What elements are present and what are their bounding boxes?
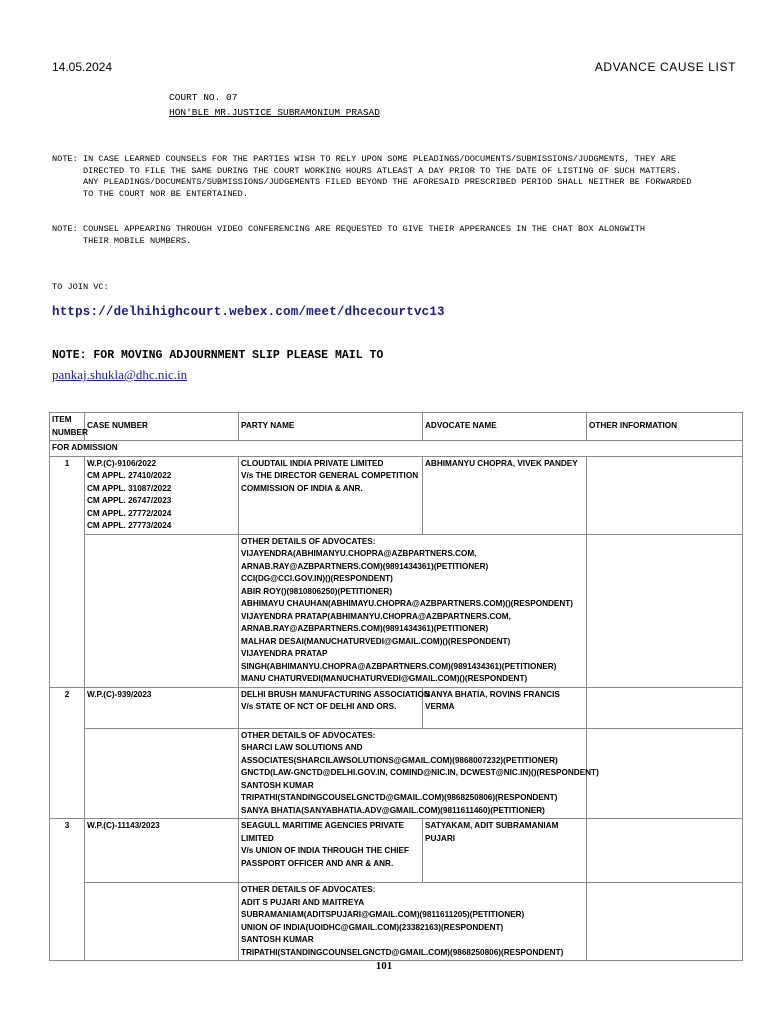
advocate-details-cell: OTHER DETAILS OF ADVOCATES: ADIT S PUJARI AND MAITREYA SUBRAMANIAM(ADITSPUJARI@GMAIL.COM)(9811611205)(PETITIONER) UNION OF INDIA(UOIDHC@GMAIL.COM)(23382163)(RESPONDENT) SANTOSH KUMAR TRIPATHI(STANDINGCOUNSELGNCTD@GMAIL.COM)(9868250806)(RESPONDENT): [239, 883, 587, 961]
table-row-details: [50, 728, 743, 819]
note-vc-appearance: NOTE: COUNSEL APPEARING THROUGH VIDEO CONFERENCING ARE REQUESTED TO GIVE THEIR APPERANCES IN THE CHAT BOX ALONGWITH THEIR MOBILE NUMBERS.: [52, 224, 646, 246]
table-row-details: [50, 534, 743, 687]
table-row: [50, 819, 743, 883]
empty-cell: [85, 728, 239, 819]
table-header-row: [50, 413, 743, 441]
header-advocate-name: ADVOCATE NAME: [423, 413, 587, 441]
advocate-name-cell: SANYA BHATIA, ROVINS FRANCIS VERMA: [423, 687, 587, 728]
empty-cell: [587, 883, 743, 961]
case-number-cell: W.P.(C)-11143/2023: [85, 819, 239, 883]
party-name-cell: DELHI BRUSH MANUFACTURING ASSOCIATION V/s STATE OF NCT OF DELHI AND ORS.: [239, 687, 423, 728]
item-number: 2: [50, 687, 85, 819]
advocate-name-cell: ABHIMANYU CHOPRA, VIVEK PANDEY: [423, 456, 587, 534]
section-row: [50, 441, 743, 457]
cause-list-table: [49, 412, 743, 961]
header-item-number: ITEM NUMBER: [50, 413, 85, 441]
advocate-details-cell: OTHER DETAILS OF ADVOCATES: SHARCI LAW SOLUTIONS AND ASSOCIATES(SHARCILAWSOLUTIONS@GMAIL.COM)(9868007232)(PETITIONER) GNCTD(LAW-GNCTD@DELHI.GOV.IN, COMIND@NIC.IN, DCWEST@NIC.IN)()(RESPONDENT) SANTOSH KUMAR TRIPATHI(STANDINGCOUSELGNCTD@GMAIL.COM)(9868250806)(RESPONDENT) SANYA BHATIA(SANYABHATIA.ADV@GMAIL.COM)(9811611460)(PETITIONER): [239, 728, 587, 819]
table-row: [50, 687, 743, 728]
document-title: ADVANCE CAUSE LIST: [594, 60, 736, 74]
page-number: 101: [375, 960, 393, 972]
empty-cell: [85, 534, 239, 687]
vc-link[interactable]: https://delhihighcourt.webex.com/meet/dhcecourtvc13: [52, 305, 445, 319]
adjournment-email-link[interactable]: pankaj.shukla@dhc.nic.in: [52, 367, 188, 382]
adjournment-note: NOTE: FOR MOVING ADJOURNMENT SLIP PLEASE MAIL TO: [52, 349, 384, 362]
party-name-cell: SEAGULL MARITIME AGENCIES PRIVATE LIMITED V/s UNION OF INDIA THROUGH THE CHIEF PASSPORT OFFICER AND ANR & ANR.: [239, 819, 423, 883]
case-number-cell: W.P.(C)-939/2023: [85, 687, 239, 728]
table-row-details: [50, 883, 743, 961]
table-row: [50, 456, 743, 534]
other-information-cell: [587, 456, 743, 534]
case-number-cell: W.P.(C)-9106/2022 CM APPL. 27410/2022 CM APPL. 31087/2022 CM APPL. 26747/2023 CM APPL. 27772/2024 CM APPL. 27773/2024: [85, 456, 239, 534]
advocate-name-cell: SATYAKAM, ADIT SUBRAMANIAM PUJARI: [423, 819, 587, 883]
header-case-number: CASE NUMBER: [85, 413, 239, 441]
list-date: 14.05.2024: [52, 60, 113, 74]
section-label: FOR ADMISSION: [50, 441, 743, 457]
court-block: [169, 90, 380, 120]
empty-cell: [85, 883, 239, 961]
vc-label: TO JOIN VC:: [52, 282, 109, 292]
other-information-cell: [587, 819, 743, 883]
header-other-information: OTHER INFORMATION: [587, 413, 743, 441]
court-number: COURT NO. 07: [169, 92, 238, 103]
note-pleadings: NOTE: IN CASE LEARNED COUNSELS FOR THE PARTIES WISH TO RELY UPON SOME PLEADINGS/DOCUMENTS/SUBMISSIONS/JUDGMENTS, THEY ARE DIRECTED TO FILE THE SAME DURING THE COURT WORKING HOURS ATLEAST A DAY PRIOR TO THE DATE OF LISTING OF SUCH MATTERS. ANY PLEADINGS/DOCUMENTS/SUBMISSIONS/JUDGEMENTS FILED BEYOND THE AFORESAID PRESCRIBED PERIOD SHALL NEITHER BE FORWARDED TO THE COURT NOR BE ENTERTAINED.: [52, 154, 692, 199]
item-number: 1: [50, 456, 85, 687]
advocate-details-cell: OTHER DETAILS OF ADVOCATES: VIJAYENDRA(ABHIMANYU.CHOPRA@AZBPARTNERS.COM, ARNAB.RAY@AZBPARTNERS.COM)(9891434361)(PETITIONER) CCI(DG@CCI.GOV.IN)()(RESPONDENT) ABIR ROY()(9810806250)(PETITIONER) ABHIMAYU CHAUHAN(ABHIMAYU.CHOPRA@AZBPARTNERS.COM)()(RESPONDENT) VIJAYENDRA PRATAP(ABHIMANYU.CHOPRA@AZBPARTNERS.COM, ARNAB.RAY@AZBPARTNERS.COM)(9891434361)(PETITIONER) MALHAR DESAI(MANUCHATURVEDI@GMAIL.COM)()(RESPONDENT) VIJAYENDRA PRATAP SINGH(ABHIMANYU.CHOPRA@AZBPARTNERS.COM)(9891434361)(PETITIONER) MANU CHATURVEDI(MANUCHATURVEDI@GMAIL.COM)()(RESPONDENT): [239, 534, 587, 687]
judge-name: HON'BLE MR.JUSTICE SUBRAMONIUM PRASAD: [169, 107, 380, 118]
party-name-cell: CLOUDTAIL INDIA PRIVATE LIMITED V/s THE DIRECTOR GENERAL COMPETITION COMMISSION OF INDIA & ANR.: [239, 456, 423, 534]
empty-cell: [587, 728, 743, 819]
other-information-cell: [587, 687, 743, 728]
header-party-name: PARTY NAME: [239, 413, 423, 441]
empty-cell: [587, 534, 743, 687]
item-number: 3: [50, 819, 85, 961]
